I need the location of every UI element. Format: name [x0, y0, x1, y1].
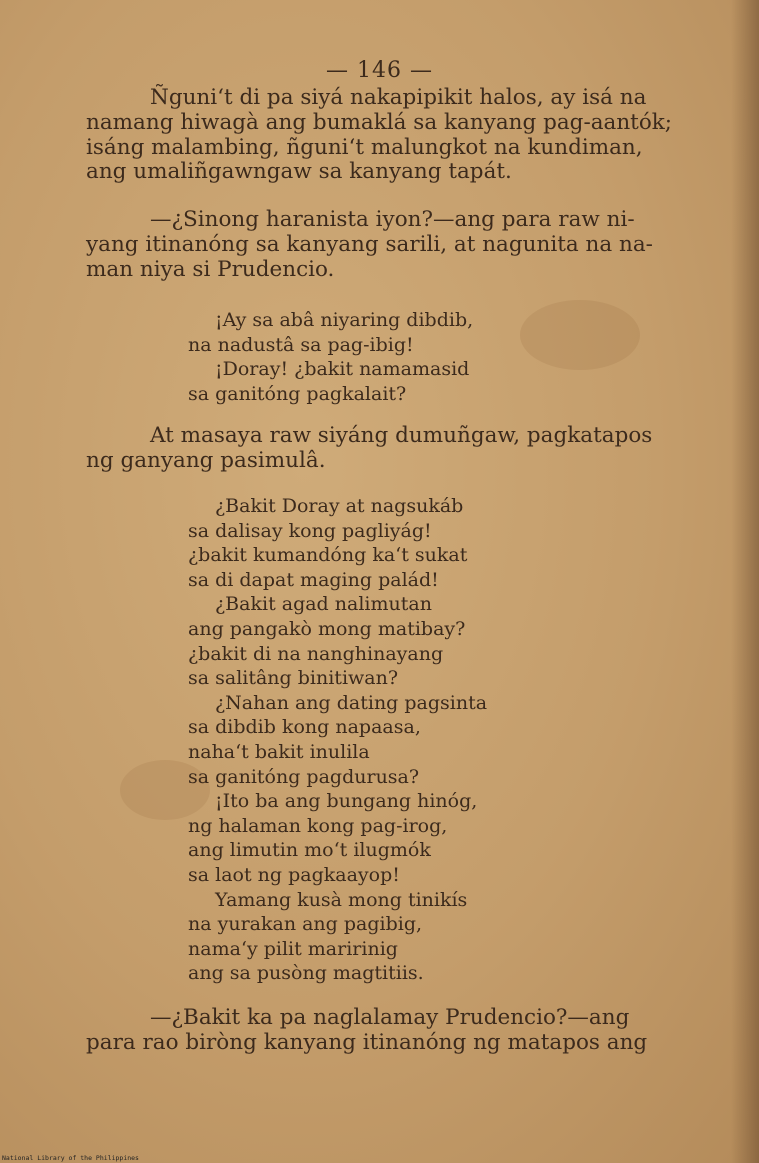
paper-stain — [520, 300, 640, 370]
verse-line: nama‘y pilit maririnig — [188, 937, 398, 960]
text-line: ng ganyang pasimulâ. — [86, 447, 326, 473]
verse-line: sa laot ng pagkaayop! — [188, 863, 400, 886]
verse-line: ang pangakò mong matibay? — [188, 617, 466, 640]
page-edge-shadow — [731, 0, 759, 1163]
verse-line: na nadustâ sa pag-ibig! — [188, 333, 414, 356]
library-footer: National Library of the Philippines — [2, 1154, 139, 1162]
verse-line: sa di dapat maging palád! — [188, 568, 439, 591]
verse-line: sa dibdib kong napaasa, — [188, 716, 421, 739]
verse-line: Yamang kusà mong tinikís — [215, 888, 468, 911]
verse-line: na yurakan ang pagibig, — [188, 913, 423, 936]
verse-line: ¿Bakit Doray at nagsukáb — [215, 495, 464, 517]
verse-line: sa ganitóng pagkalait? — [188, 382, 407, 405]
verse-line: sa ganitóng pagdurusa? — [188, 765, 420, 788]
verse-line: ang limutin mo‘t ilugmók — [188, 839, 431, 862]
text-line: —¿Sinong haranista iyon?—ang para raw ni- — [150, 207, 635, 232]
verse-line: ¿bakit di na nanghinayang — [188, 642, 444, 665]
verse-line: naha‘t bakit inulila — [188, 740, 370, 763]
text-line: —¿Bakit ka pa naglalamay Prudencio?—ang — [150, 1005, 630, 1030]
verse-line: ¡Ay sa abâ niyaring dibdib, — [215, 309, 474, 331]
text-line: namang hiwagà ang bumaklá sa kanyang pag-aantók; — [86, 109, 673, 135]
verse-line: ¿Bakit agad nalimutan — [215, 593, 432, 616]
paragraph-4 — [86, 1006, 686, 1056]
text-line: At masaya raw siyáng dumuñgaw, pagkatapos — [150, 423, 653, 448]
text-line: yang itinanóng sa kanyang sarili, at nagunita na na- — [86, 231, 653, 257]
text-line: Ñguni‘t di pa siyá nakapipikit halos, ay isá na — [150, 85, 647, 110]
paragraph-2 — [86, 208, 686, 282]
page-number: — 146 — — [326, 58, 433, 83]
verse-line: ang sa pusòng magtitiis. — [188, 962, 424, 985]
paragraph-1 — [86, 86, 686, 185]
verse-line: ¡Ito ba ang bungang hinóg, — [215, 790, 478, 813]
verse-line: sa salitâng binitiwan? — [188, 667, 399, 690]
text-line: ang umaliñgawngaw sa kanyang tapát. — [86, 159, 512, 185]
verse-line: sa dalisay kong pagliyág! — [188, 519, 432, 542]
verse-line: ¿Nahan ang dating pagsinta — [215, 691, 488, 714]
text-line: para rao biròng kanyang itinanóng ng matapos ang — [86, 1029, 648, 1055]
verse-line: ¡Doray! ¿bakit namamasid — [215, 358, 470, 381]
text-line: isáng malambing, ñguni‘t malungkot na kundiman, — [86, 134, 643, 160]
paragraph-3 — [86, 424, 686, 474]
verse-2 — [188, 494, 487, 986]
verse-1 — [188, 308, 473, 406]
text-line: man niya si Prudencio. — [86, 256, 335, 282]
verse-line: ng halaman kong pag-irog, — [188, 814, 448, 837]
verse-line: ¿bakit kumandóng ka‘t sukat — [188, 544, 468, 567]
